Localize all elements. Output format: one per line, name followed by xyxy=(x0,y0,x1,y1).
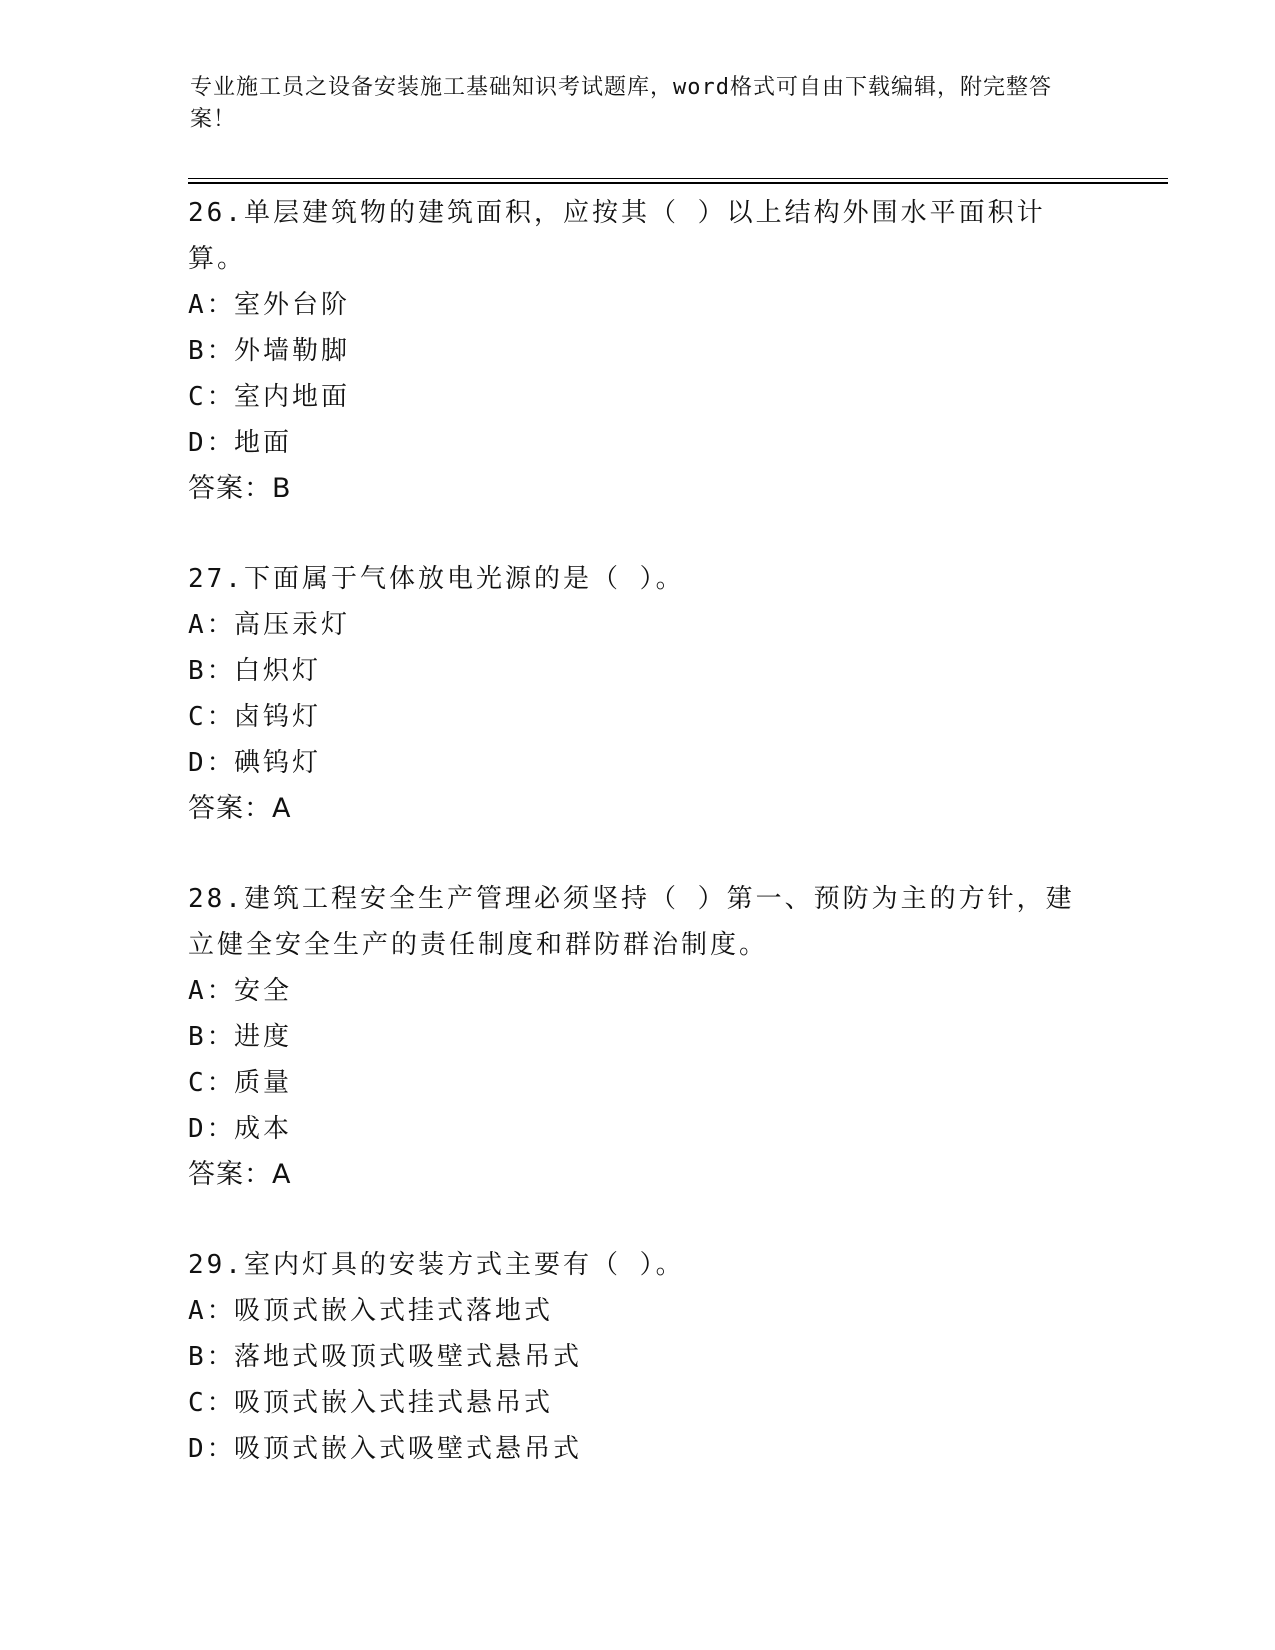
question-28 xyxy=(188,876,1088,1198)
option-d xyxy=(188,740,1088,786)
option-text: 白炽灯 xyxy=(234,656,322,686)
option-text: 吸顶式嵌入式吸壁式悬吊式 xyxy=(234,1434,583,1464)
option-letter: C： xyxy=(188,1068,236,1098)
option-letter: C： xyxy=(188,382,236,412)
option-a xyxy=(188,282,1088,328)
answer-text: 答案：A xyxy=(188,793,292,824)
option-c xyxy=(188,1380,1088,1426)
option-text: 进度 xyxy=(234,1022,293,1052)
option-d xyxy=(188,1106,1088,1152)
option-b xyxy=(188,648,1088,694)
option-letter: B： xyxy=(188,1022,236,1052)
answer-text: 答案：A xyxy=(188,1159,292,1190)
option-c xyxy=(188,1060,1088,1106)
question-26 xyxy=(188,190,1088,512)
option-a xyxy=(188,968,1088,1014)
option-letter: B： xyxy=(188,1342,236,1372)
option-letter: C： xyxy=(188,702,236,732)
option-text: 地面 xyxy=(234,428,293,458)
option-d xyxy=(188,1426,1088,1472)
option-letter: A： xyxy=(188,290,236,320)
option-letter: D： xyxy=(188,1434,236,1464)
option-text: 室外台阶 xyxy=(234,290,351,320)
option-a xyxy=(188,1288,1088,1334)
option-letter: A： xyxy=(188,610,236,640)
option-b xyxy=(188,1334,1088,1380)
question-stem: 26.单层建筑物的建筑面积，应按其（ ）以上结构外围水平面积计算。 xyxy=(188,198,1046,274)
question-29 xyxy=(188,1242,1088,1472)
option-letter: A： xyxy=(188,976,236,1006)
option-letter: D： xyxy=(188,748,236,778)
option-a xyxy=(188,602,1088,648)
document-header: 专业施工员之设备安装施工基础知识考试题库，word格式可自由下载编辑，附完整答案！ xyxy=(190,75,1052,132)
option-letter: D： xyxy=(188,1114,236,1144)
question-stem: 28.建筑工程安全生产管理必须坚持（ ）第一、预防为主的方针，建立健全安全生产的责任制度和群防群治制度。 xyxy=(188,884,1075,960)
question-stem: 27.下面属于气体放电光源的是（ ）。 xyxy=(188,564,685,594)
option-text: 吸顶式嵌入式挂式悬吊式 xyxy=(234,1388,554,1418)
option-text: 室内地面 xyxy=(234,382,351,412)
option-text: 卤钨灯 xyxy=(234,702,322,732)
header-divider xyxy=(188,178,1168,184)
option-text: 安全 xyxy=(234,976,293,1006)
option-letter: D： xyxy=(188,428,236,458)
option-text: 碘钨灯 xyxy=(234,748,322,778)
question-27 xyxy=(188,556,1088,832)
option-b xyxy=(188,1014,1088,1060)
option-b xyxy=(188,328,1088,374)
option-letter: A： xyxy=(188,1296,236,1326)
option-text: 质量 xyxy=(234,1068,293,1098)
option-text: 成本 xyxy=(234,1114,293,1144)
option-c xyxy=(188,694,1088,740)
option-text: 吸顶式嵌入式挂式落地式 xyxy=(234,1296,554,1326)
option-text: 落地式吸顶式吸壁式悬吊式 xyxy=(234,1342,583,1372)
option-letter: B： xyxy=(188,656,236,686)
option-text: 外墙勒脚 xyxy=(234,336,351,366)
option-c xyxy=(188,374,1088,420)
option-text: 高压汞灯 xyxy=(234,610,351,640)
question-stem: 29.室内灯具的安装方式主要有（ ）。 xyxy=(188,1250,685,1280)
option-letter: B： xyxy=(188,336,236,366)
option-d xyxy=(188,420,1088,466)
answer-text: 答案：B xyxy=(188,473,292,504)
option-letter: C： xyxy=(188,1388,236,1418)
